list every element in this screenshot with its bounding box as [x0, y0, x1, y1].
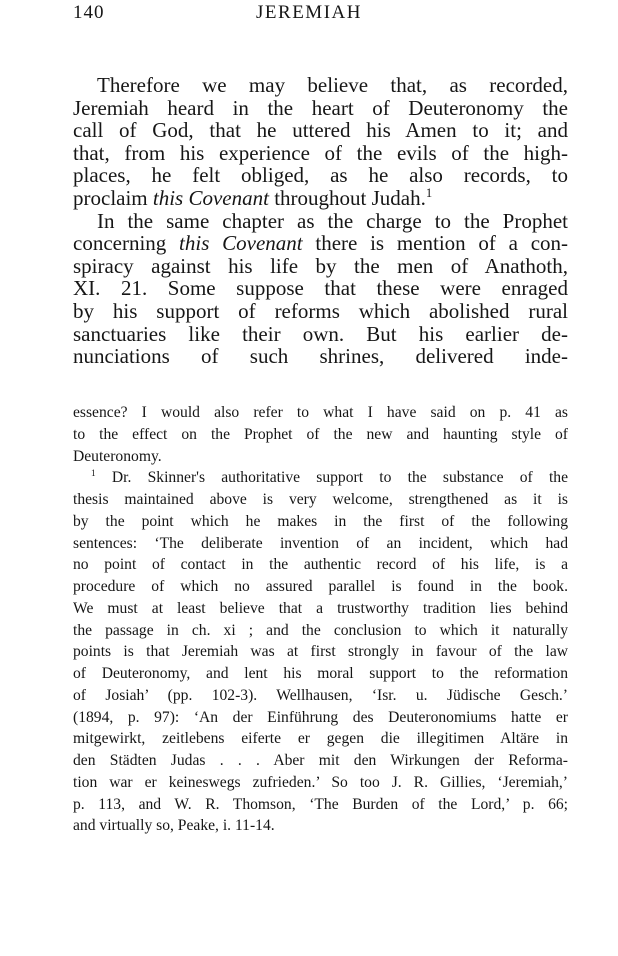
text-segment: In the same chapter as the charge to the Prophet — [97, 208, 568, 233]
text-segment: Deuteronomy. — [73, 447, 162, 465]
body-line — [73, 142, 568, 165]
footnote-line — [73, 489, 568, 511]
text-segment: (1894, p. 97): ‘An der Einführung des Deuteronomiums hatte er — [73, 708, 568, 726]
text-segment: p. 113, and W. R. Thomson, ‘The Burden of the Lord,’ p. 66; — [73, 795, 568, 813]
body-line — [73, 277, 568, 300]
text-segment: of Josiah’ (pp. 102-3). Wellhausen, ‘Isr. u. Jüdische Gesch.’ — [73, 686, 568, 704]
body-line — [73, 210, 568, 233]
footnote-line — [73, 794, 568, 816]
text-segment: Therefore we may believe that, as recorded, — [97, 73, 568, 97]
text-segment: XI. 21. Some suppose that these were enraged — [73, 276, 568, 301]
text-segment: thesis maintained above is very welcome, strengthened as it is — [73, 491, 568, 508]
footnote-line — [73, 772, 568, 794]
text-segment: essence? I would also refer to what I have said on p. 41 as — [73, 404, 568, 421]
text-segment: by his support of reforms which abolished rural — [73, 298, 568, 323]
footnote-line — [73, 511, 568, 533]
body-line — [73, 323, 568, 346]
main-text — [73, 74, 568, 368]
text-segment: the passage in ch. xi ; and the conclusion to which it naturally — [73, 621, 568, 639]
footnote-line — [73, 728, 568, 750]
footnote-line — [73, 641, 568, 663]
text-segment: mitgewirkt, zeitlebens eiferte er gegen die illegitimen Altäre in — [73, 730, 568, 748]
text-segment: sanctuaries like their own. But his earlier de- — [73, 321, 568, 346]
footnote-line — [73, 402, 568, 424]
footnote-line — [73, 424, 568, 446]
text-segment: Dr. Skinner's authoritative support to the substance of the — [95, 469, 568, 487]
footnote-line — [73, 598, 568, 620]
text-segment: to the effect on the Prophet of the new and haunting style of — [73, 425, 568, 443]
text-segment: throughout Judah. — [268, 185, 426, 210]
body-line — [73, 300, 568, 323]
footnotes — [73, 402, 568, 837]
body-line — [73, 187, 568, 210]
footnote-marker: 1 — [425, 185, 433, 200]
italic-phrase: this Covenant — [179, 231, 303, 256]
footnote-line — [73, 533, 568, 555]
text-segment: concerning — [73, 231, 180, 256]
text-segment: spiracy against his life by the men of Anathoth, — [73, 253, 568, 278]
footnote-line — [73, 707, 568, 729]
footnote-line — [73, 576, 568, 598]
footnote-line — [73, 685, 568, 707]
text-segment: there is mention of a con- — [302, 231, 569, 256]
text-segment: procedure of which no assured parallel is found in the book. — [73, 578, 568, 595]
body-line — [73, 232, 568, 255]
footnote-line — [73, 554, 568, 576]
text-segment: nunciations of such shrines, delivered inde- — [73, 344, 568, 369]
body-line — [73, 97, 568, 120]
footnote-line — [73, 815, 568, 837]
page-number: 140 — [73, 2, 105, 23]
text-segment: that, from his experience of the evils of the high- — [73, 140, 568, 165]
footnote-line — [73, 620, 568, 642]
text-segment: and virtually so, Peake, i. 11-14. — [73, 817, 275, 835]
footnote-line — [73, 467, 568, 489]
text-segment: places, he felt obliged, as he also records, to — [73, 163, 568, 188]
text-segment: by the point which he makes in the first of the following — [73, 512, 568, 530]
text-segment: sentences: ‘The deliberate invention of an incident, which had — [73, 534, 568, 552]
footnote-marker: 1 — [91, 469, 96, 480]
footnote-line — [73, 750, 568, 772]
text-segment: proclaim — [73, 185, 153, 210]
text-segment: Jeremiah heard in the heart of Deuteronomy the — [73, 95, 568, 120]
running-title: JEREMIAH — [256, 2, 362, 23]
body-line — [73, 119, 568, 142]
body-line — [73, 164, 568, 187]
text-segment: no point of contact in the authentic record of his life, is a — [73, 556, 568, 574]
text-segment: points is that Jeremiah was at first strongly in favour of the law — [73, 643, 568, 661]
italic-phrase: this Covenant — [152, 185, 269, 210]
footnote-line — [73, 663, 568, 685]
text-segment: We must at least believe that a trustworthy tradition lies behind — [73, 599, 568, 617]
text-segment: den Städten Judas . . . Aber mit den Wirkungen der Reforma- — [73, 752, 568, 769]
body-line — [73, 255, 568, 278]
body-line — [73, 74, 568, 97]
footnote-line — [73, 446, 568, 468]
text-segment: of Deuteronomy, and lent his moral support to the reformation — [73, 665, 568, 682]
text-segment: call of God, that he uttered his Amen to it; and — [73, 118, 568, 143]
text-segment: tion war er keineswegs zufrieden.’ So too J. R. Gillies, ‘Jeremiah,’ — [73, 773, 568, 791]
body-line — [73, 345, 568, 368]
